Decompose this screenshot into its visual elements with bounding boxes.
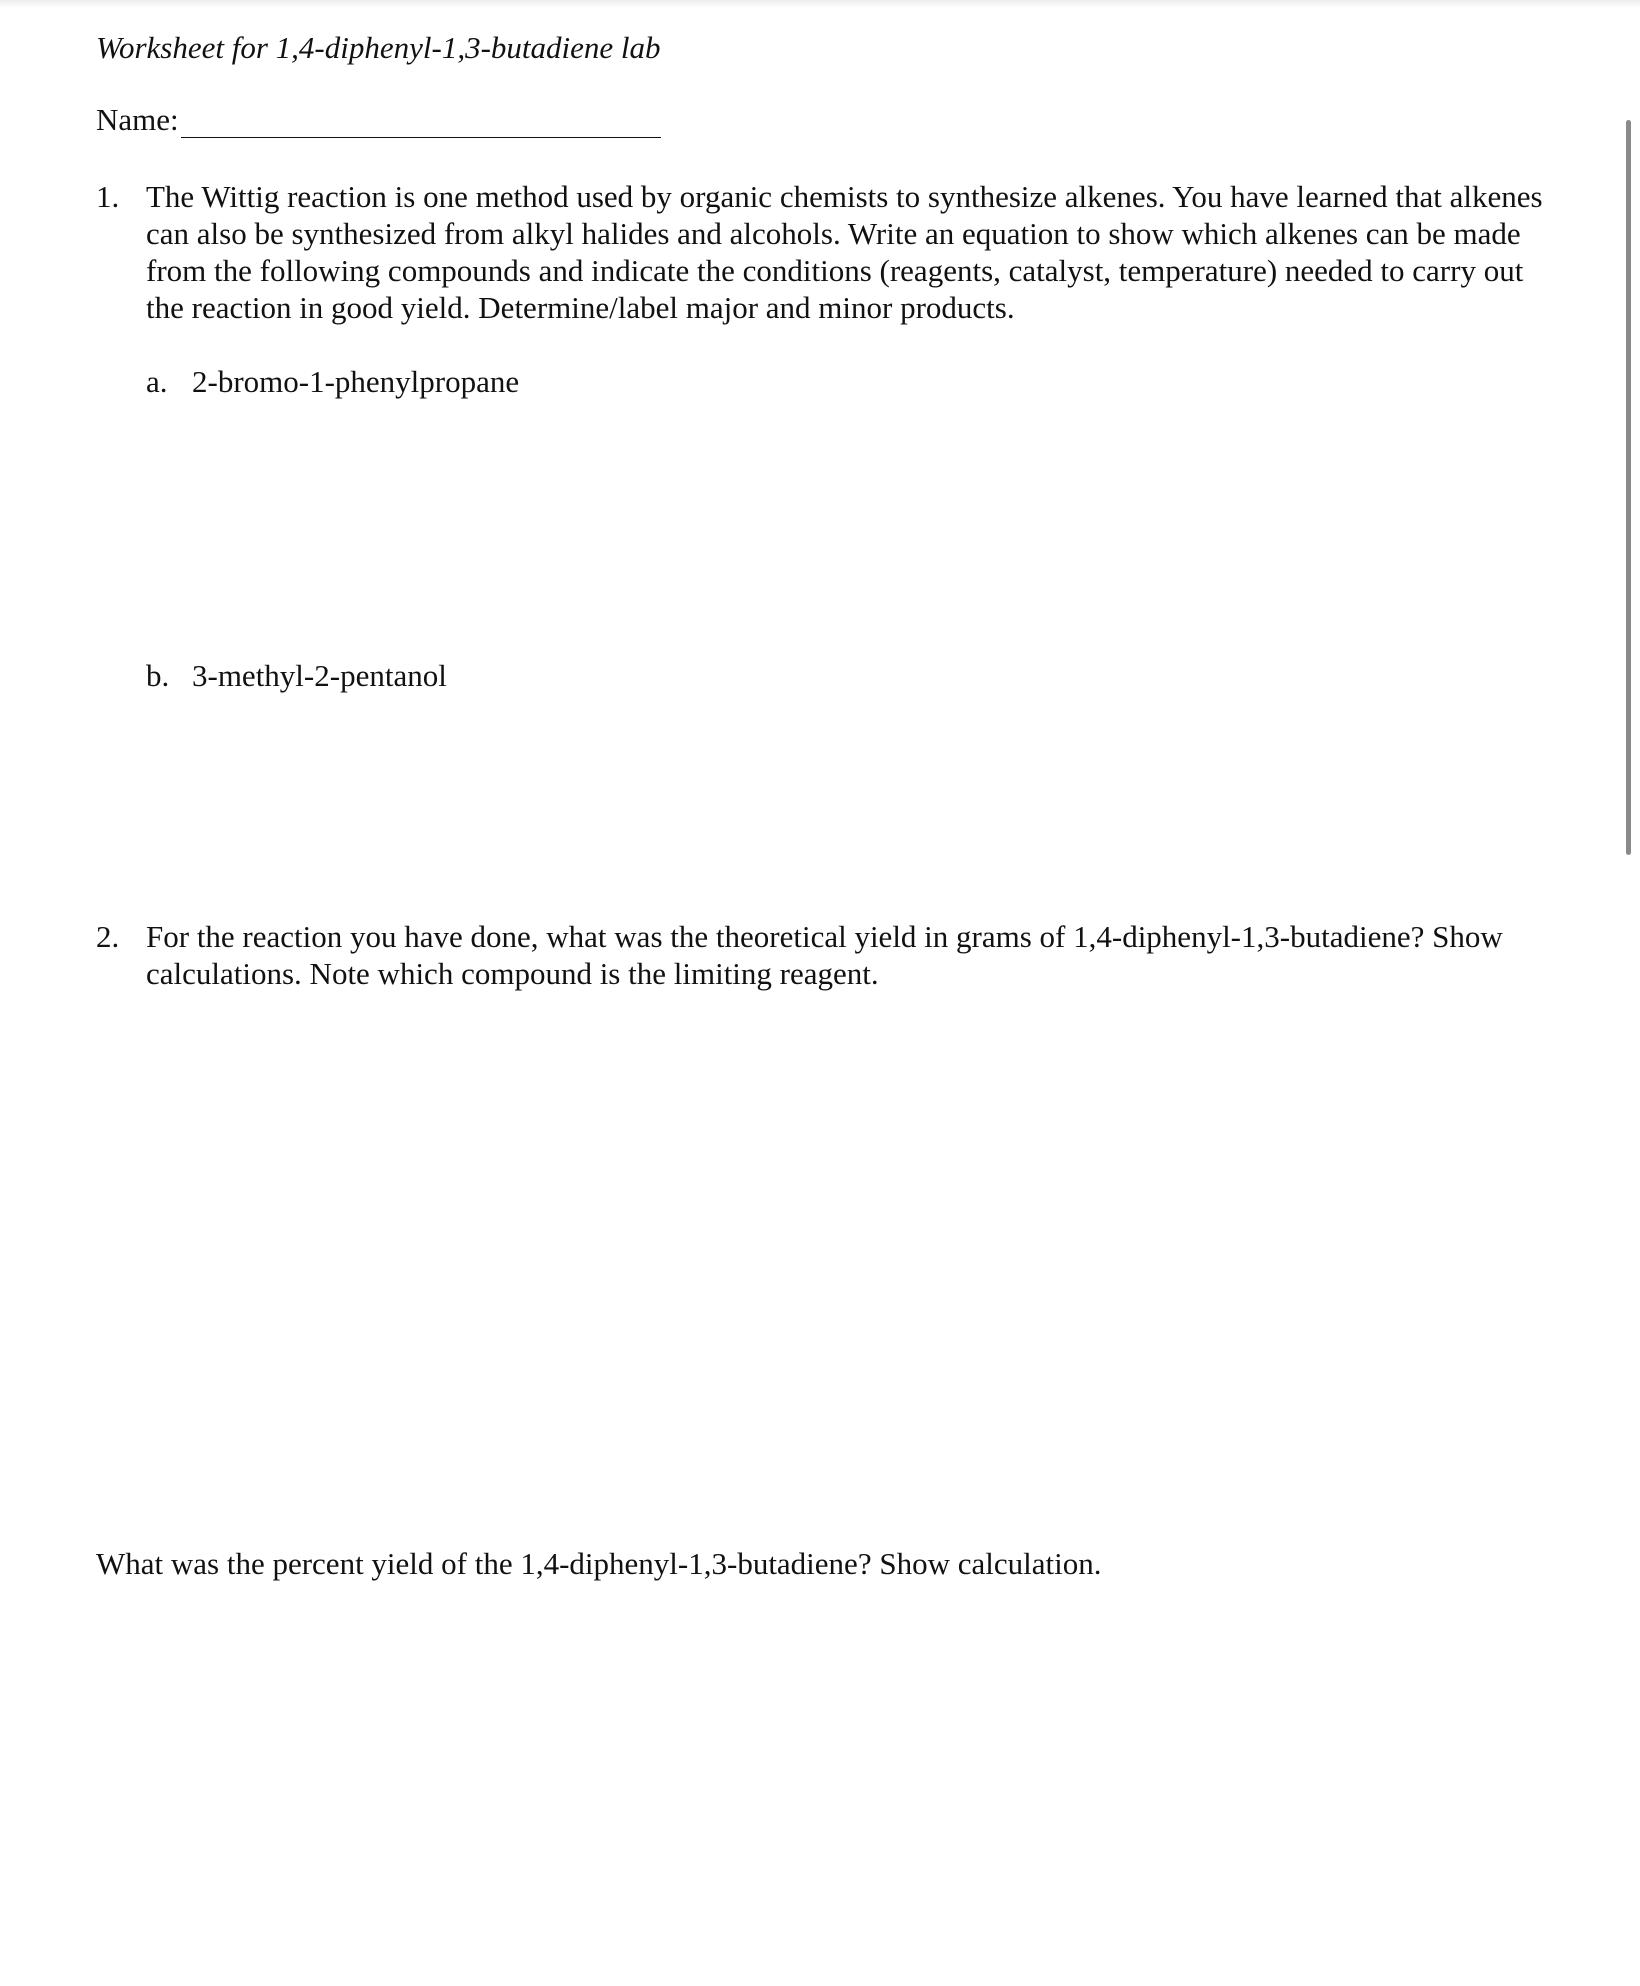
question-2 <box>96 918 1546 992</box>
name-blank-line[interactable] <box>181 107 661 138</box>
question-text: The Wittig reaction is one method used by organic chemists to synthesize alkenes. You have learned that alkenes can also be synthesized from alkyl halides and alcohols. Write an equation to show which alkenes can be made from the following compounds and indicate the conditions (reagents, catalyst, temperature) needed to carry out the reaction in good yield. Determine/label major and minor products. <box>146 179 1543 325</box>
question-1 <box>96 178 1546 326</box>
name-field[interactable] <box>96 102 661 138</box>
name-label: Name: <box>96 102 179 137</box>
subpart-letter: b. <box>146 658 170 693</box>
subpart-text: 2-bromo-1-phenylpropane <box>192 364 520 399</box>
subpart-b <box>146 658 447 694</box>
subpart-text: 3-methyl-2-pentanol <box>192 658 447 693</box>
percent-yield-question: What was the percent yield of the 1,4-diphenyl-1,3-butadiene? Show calculation. <box>96 1546 1102 1581</box>
question-number: 2. <box>96 919 120 954</box>
subpart-a <box>146 364 519 400</box>
top-edge-shadow <box>0 0 1640 8</box>
question-number: 1. <box>96 179 120 214</box>
vertical-scrollbar[interactable] <box>1626 120 1631 855</box>
question-text: For the reaction you have done, what was the theoretical yield in grams of 1,4-diphenyl-1,3-butadiene? Show calculations. Note which compound is the limiting reagent. <box>146 919 1503 991</box>
subpart-letter: a. <box>146 364 168 399</box>
worksheet-title: Worksheet for 1,4-diphenyl-1,3-butadiene lab <box>96 30 661 65</box>
